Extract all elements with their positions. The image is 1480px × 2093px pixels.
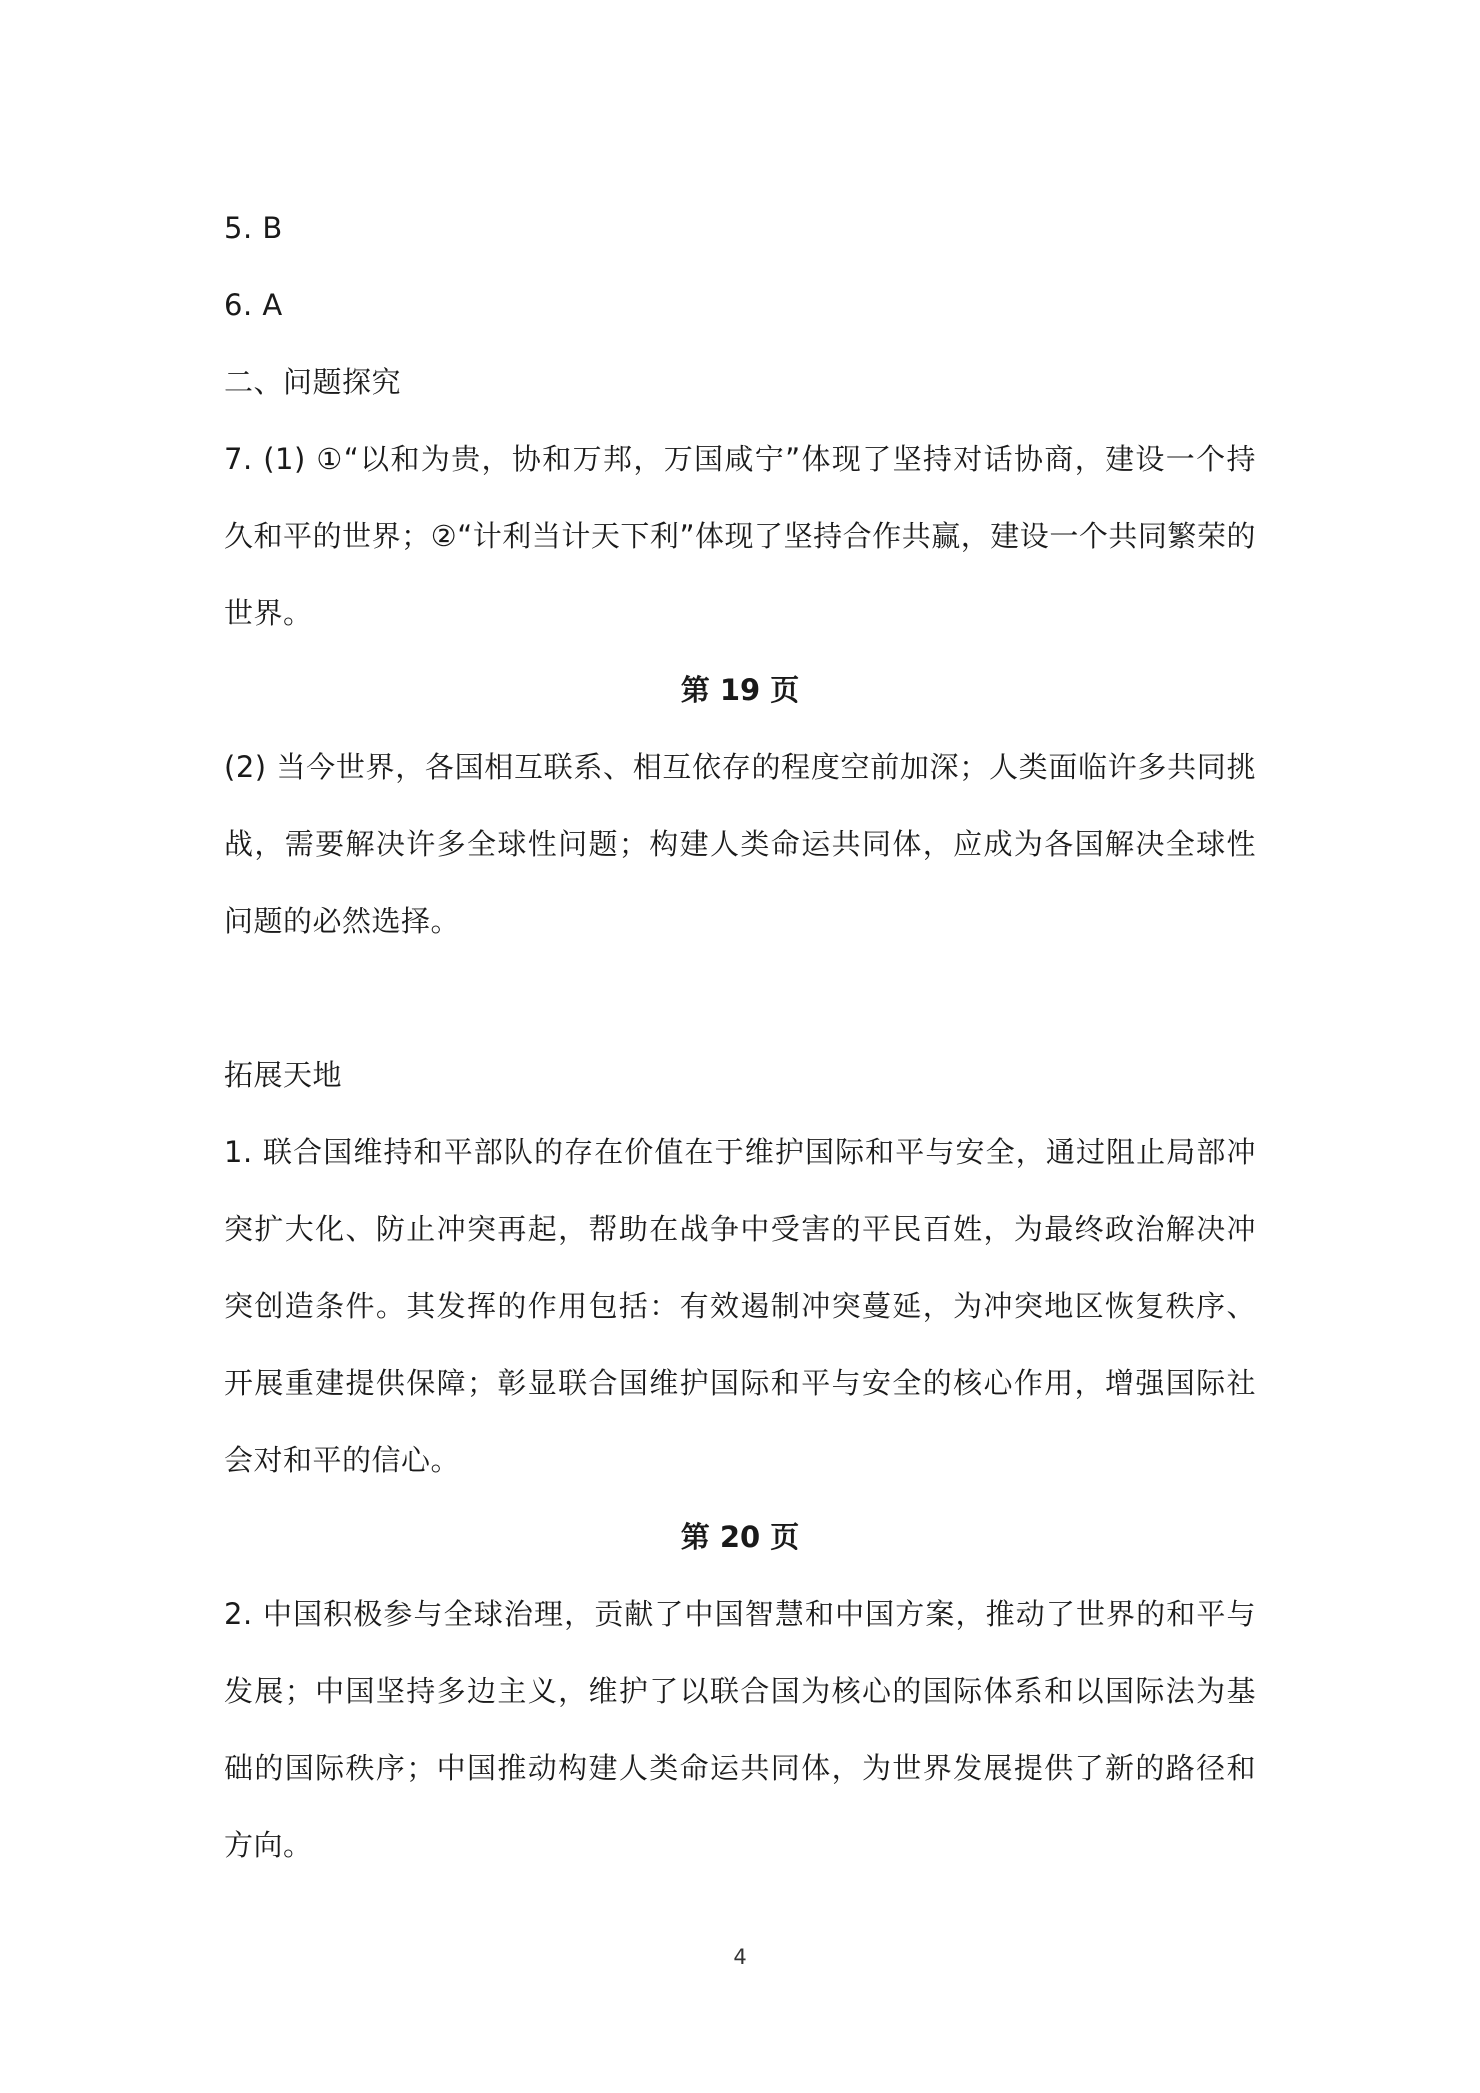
answer-6: 6. A — [224, 288, 283, 322]
section-title-problem-inquiry: 二、问题探究 — [224, 365, 402, 399]
document-body — [224, 190, 1256, 1884]
page-number: 4 — [733, 1945, 747, 1969]
extension-item-2: 2. 中国积极参与全球治理，贡献了中国智慧和中国方案，推动了世界的和平与发展；中国坚持多边主义，维护了以联合国为核心的国际体系和以国际法为基础的国际秩序；中国推动构建人类命运共同体，为世界发展提供了新的路径和方向。 — [224, 1597, 1256, 1862]
answer-5: 5. B — [224, 211, 283, 245]
answer-7-part-2: (2) 当今世界，各国相互联系、相互依存的程度空前加深；人类面临许多共同挑战，需要解决许多全球性问题；构建人类命运共同体，应成为各国解决全球性问题的必然选择。 — [224, 750, 1256, 938]
page-19-heading: 第 19 页 — [680, 673, 800, 707]
answer-7-part-1: 7. (1) ①“以和为贵，协和万邦，万国咸宁”体现了坚持对话协商，建设一个持久和平的世界；②“计利当计天下利”体现了坚持合作共赢，建设一个共同繁荣的世界。 — [224, 442, 1256, 630]
extension-item-1: 1. 联合国维持和平部队的存在价值在于维护国际和平与安全，通过阻止局部冲突扩大化、防止冲突再起，帮助在战争中受害的平民百姓，为最终政治解决冲突创造条件。其发挥的作用包括：有效遏制冲突蔓延，为冲突地区恢复秩序、开展重建提供保障；彰显联合国维护国际和平与安全的核心作用，增强国际社会对和平的信心。 — [224, 1135, 1256, 1477]
blank-spacer — [224, 960, 1256, 1037]
section-title-extension: 拓展天地 — [224, 1058, 343, 1092]
page-20-heading: 第 20 页 — [680, 1520, 800, 1554]
